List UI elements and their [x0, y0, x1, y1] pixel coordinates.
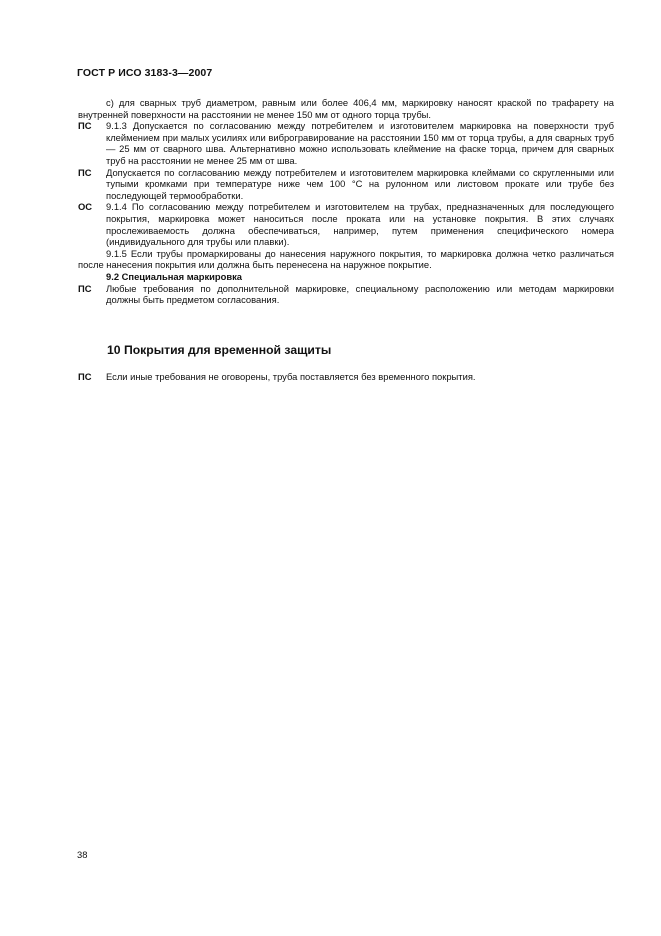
paragraph-9-1-2-c	[78, 97, 614, 120]
paragraph-9-2	[78, 283, 614, 306]
paragraph-tag: ПС	[78, 371, 92, 382]
paragraph-9-1-5	[78, 248, 614, 271]
paragraph-text: Любые требования по дополнительной маркировке, специальному расположению или методам маркировки должны быть предметом согласования.	[106, 282, 614, 306]
paragraph-text: Если иные требования не оговорены, труба поставляется без временного покрытия.	[106, 371, 476, 382]
paragraph-text: 9.1.3 Допускается по согласованию между потребителем и изготовителем маркировка на поверхности труб клеймением при малых усилиях или виброгравирование на расстоянии 150 мм от торца трубы, а для сварных труб — 25 мм от сварного шва. Альтернативно можно использовать клеймение на фаске торца, причем для сварных труб на расстоянии не менее 25 мм от шва.	[106, 120, 614, 166]
paragraph-text: c) для сварных труб диаметром, равным или более 406,4 мм, маркировку наносят краской по трафарету на внутренней поверхности на расстоянии не менее 150 мм от одного торца трубы.	[78, 97, 614, 120]
paragraph-text: Допускается по согласованию между потребителем и изготовителем маркировка клеймами со скругленными или тупыми кромками при температуре ниже чем 100 °С на рулонном или листовом прокате или трубе без последующей термообработки.	[106, 166, 614, 201]
paragraph-tag: ОС	[78, 201, 93, 213]
page-number: 38	[77, 849, 88, 860]
subsection-heading: 9.2 Специальная маркировка	[106, 270, 243, 282]
body-text	[78, 97, 614, 306]
section-10-body	[78, 371, 614, 383]
paragraph-text: 9.1.4 По согласованию между потребителем и изготовителем на трубах, предназначенных для последующего покрытия, маркировка может наноситься после проката или на установке покрытия. В этих случаях прослеживаемость должна обеспечиваться, например, путем применения специфического номера (индивидуального для трубы или плавки).	[106, 201, 614, 248]
paragraph-tag: ПС	[78, 166, 92, 178]
document-header: ГОСТ Р ИСО 3183-3—2007	[77, 67, 213, 79]
paragraph-10	[78, 371, 614, 383]
paragraph-9-1-3	[78, 120, 614, 166]
paragraph-text: 9.1.5 Если трубы промаркированы до нанесения наружного покрытия, то маркировка должна четко различаться после нанесения покрытия или должна быть перенесена на наружное покрытие.	[78, 247, 614, 271]
paragraph-tag: ПС	[78, 282, 92, 294]
section-title: 10 Покрытия для временной защиты	[107, 343, 332, 357]
paragraph-tag: ПС	[78, 120, 92, 132]
paragraph-9-1-3-note	[78, 167, 614, 202]
paragraph-9-1-4	[78, 201, 614, 247]
